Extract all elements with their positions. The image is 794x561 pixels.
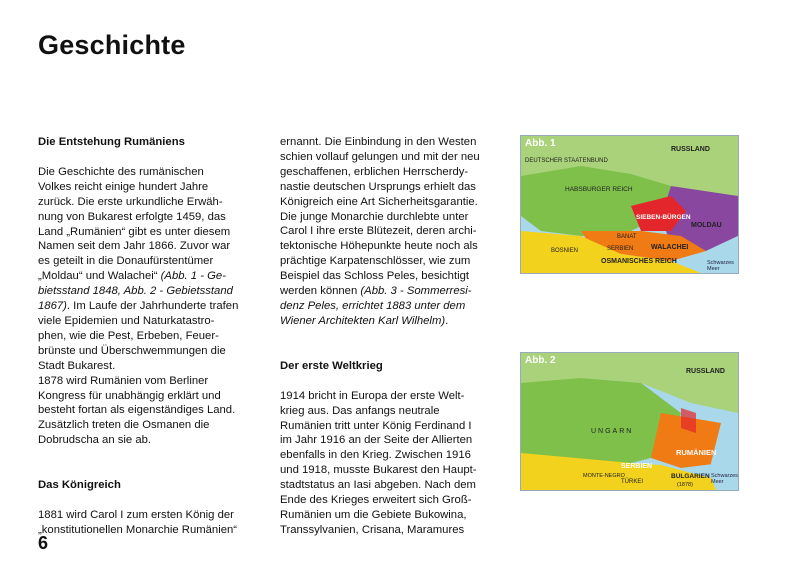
map-1-name-osman: OSMANISCHES REICH xyxy=(601,258,677,265)
map-1-name-bosnien: BOSNIEN xyxy=(551,248,579,254)
section-heading-ww1: Der erste Weltkrieg xyxy=(280,359,383,372)
map-2-name-sea: Schwarzes Meer xyxy=(711,473,738,485)
section-heading-kingdom: Das Königreich xyxy=(38,479,121,492)
map-1-name-walachei: WALACHEI xyxy=(651,244,689,251)
paragraph-kingdom: 1881 wird Carol I zum ersten König der „konstitutionellen Monarchie Rumänien“ xyxy=(38,509,238,536)
map-2-label: Abb. 2 xyxy=(525,355,556,366)
map-2-name-rumaenien: RUMÄNIEN xyxy=(676,448,717,457)
text-column-left xyxy=(38,135,255,538)
text-column-middle xyxy=(280,135,495,538)
section-heading-origin: Die Entstehung Rumäniens xyxy=(38,136,185,148)
map-1-label: Abb. 1 xyxy=(525,138,556,149)
map-1-name-siebenbuergen: SIEBEN-BÜRGEN xyxy=(636,214,691,221)
map-2-name-serbien: SERBIEN xyxy=(621,463,653,470)
map-1-name-russland: RUSSLAND xyxy=(671,146,710,153)
map-1-name-moldau: MOLDAU xyxy=(691,222,722,229)
map-figure-1867 xyxy=(520,352,739,491)
map-1-name-serbien: SERBIEN xyxy=(607,246,634,252)
page-title: Geschichte xyxy=(38,30,186,60)
map-2-name-russland: RUSSLAND xyxy=(686,368,725,375)
paragraph-ww1: 1914 bricht in Europa der erste Welt- krieg aus. Das anfangs neutrale Rumänien tritt unter König Ferdinand I im Jahr 1916 an der Seite der Allierten ebenfalls in den Krieg. Zwischen 1916 und 1918, musste Bukarest den Haupt- stadtstatus an Iasi abgeben. Nach dem Ende des Krieges erweitert sich Groß- Rumänien um die Gebiete Bukowina, Transsylvanien, Crisana, Maramures xyxy=(280,389,477,536)
map-1-name-habsburg: HABSBURGER REICH xyxy=(565,186,633,193)
map-1-name-sea: Schwarzes Meer xyxy=(707,260,734,272)
map-2-name-tuerkei: TÜRKEI xyxy=(621,479,644,485)
paragraph-origin: Die Geschichte des rumänischen Volkes reicht einige hundert Jahre zurück. Die erste urkundliche Erwäh- nung von Bukarest erfolgte 1459, das Land „Rumänien“ gibt es unter diesem Namen seit dem Jahr 1866. Zuvor war es geteilt in die Donaufürstentümer „Moldau“ und Walachei“ (Abb. 1 - Ge- bietsstand 1848, Abb. 2 - Gebietsstand 1867). Im Laufe der Jahrhunderte trafen viele Epidemien und Naturkatastro- phen, wie die Pest, Erbeben, Feuer- brünste und Überschwemmungen die Stadt Bukarest. 1878 wird Rumänien vom Berliner Kongress für unabhängig erklärt und besteht fortan als eigenständiges Land. Zusätzlich treten die Osmanen die Dobrudscha an sie ab. xyxy=(38,165,239,447)
map-2-year: (1878) xyxy=(677,482,693,488)
paragraph-kingdom-cont: ernannt. Die Einbindung in den Westen schien vollauf gelungen und mit der neu geschaffenen, erblichen Herrscherdy- nastie deutschen Ursprungs erhielt das Königreich eine Art Sicherheitsgarantie. Die junge Monarchie durchlebte unter Carol I ihre erste Blütezeit, deren archi- tektonische Höhepunkte heute noch als prächtige Karpatenschlösser, wie zum Beispiel das Schloss Peles, besichtigt werden können (Abb. 3 - Sommerresi- denz Peles, errichtet 1883 unter dem Wiener Architekten Karl Wilhelm). xyxy=(280,136,480,327)
map-2-name-ungarn: UNGARN xyxy=(591,428,634,435)
map-2-name-montenegro: MONTE-NEGRO xyxy=(583,473,625,479)
map-figure-1848 xyxy=(520,135,739,274)
map-1-name-banat: BANAT xyxy=(617,234,637,240)
page-number: 6 xyxy=(38,533,49,553)
map-1-name-staatenbund: DEUTSCHER STAATENBUND xyxy=(525,158,608,164)
map-2-name-bulgarien: BULGARIEN xyxy=(671,473,710,480)
